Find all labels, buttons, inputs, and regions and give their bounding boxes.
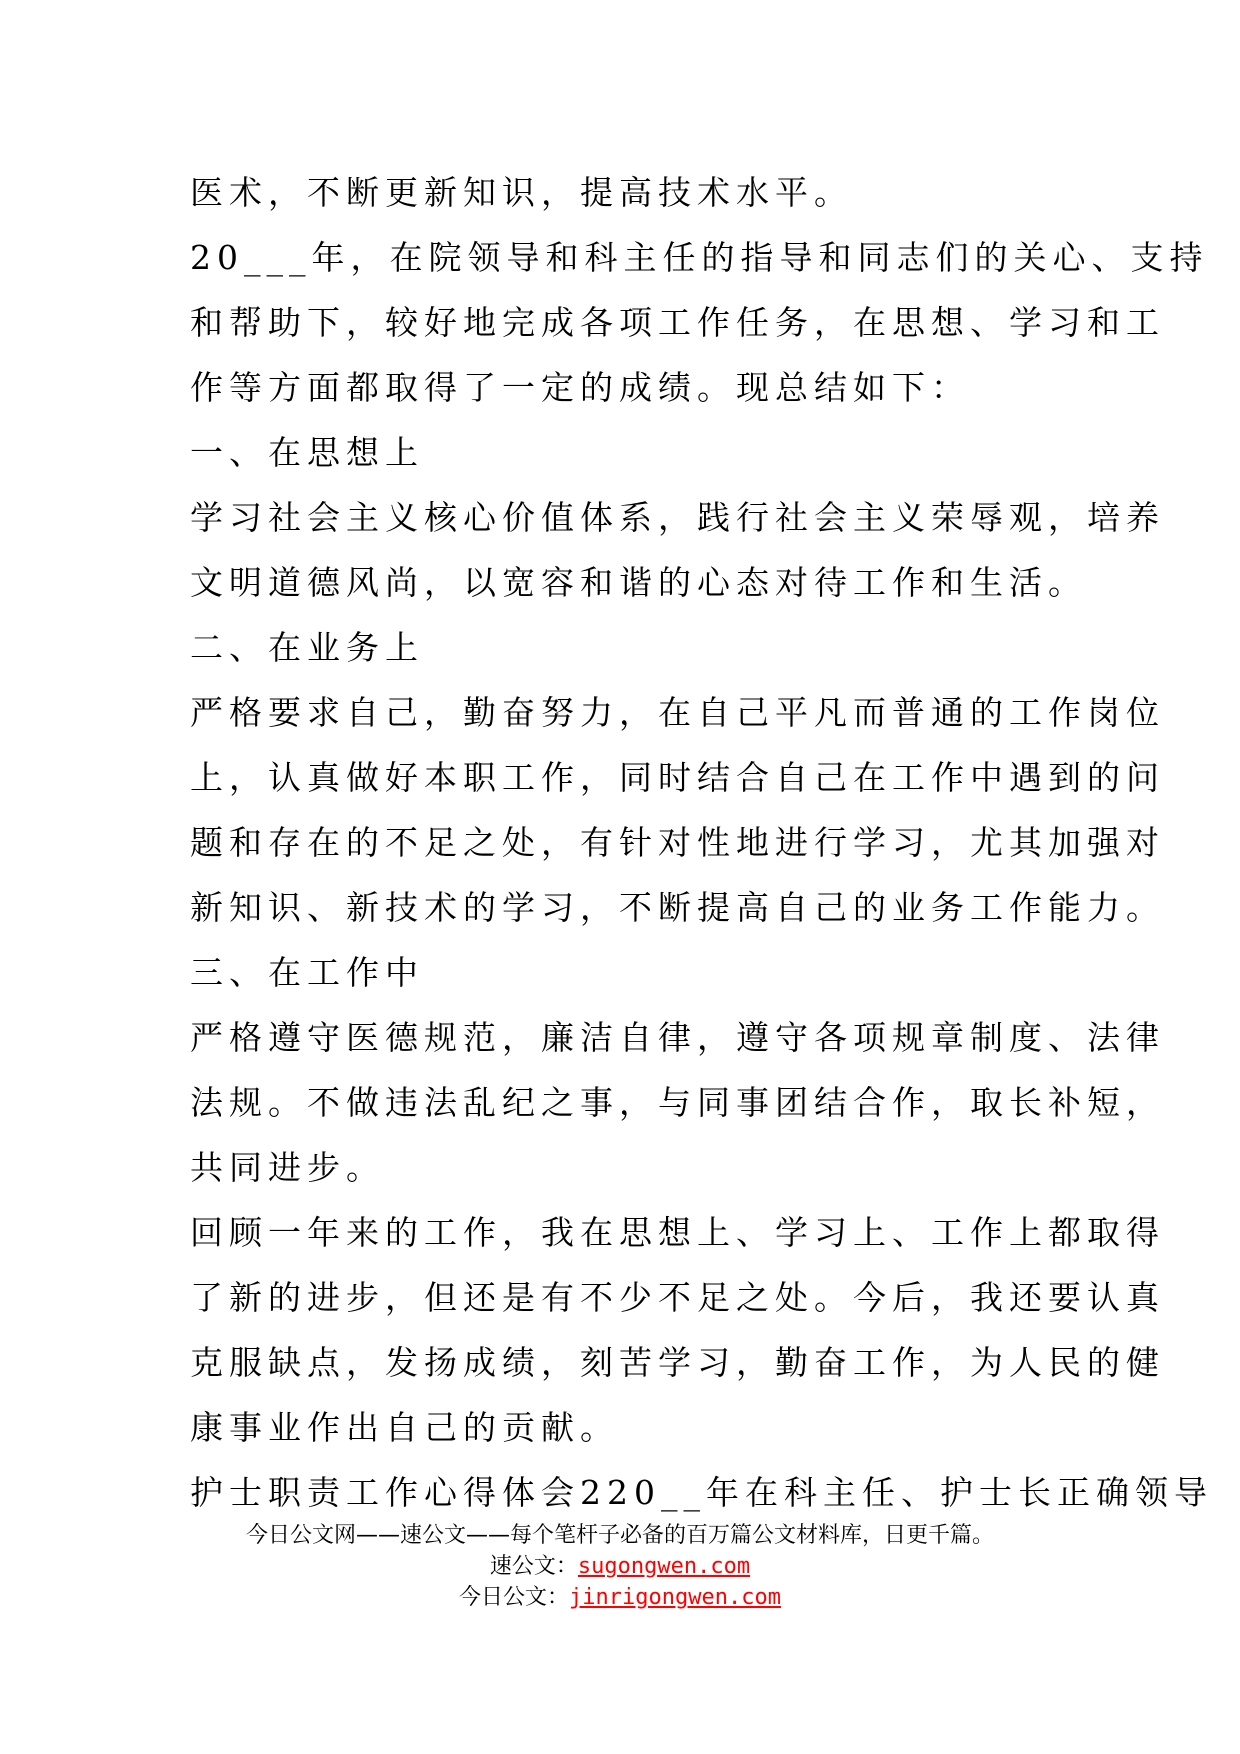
text-line: 新知识、新技术的学习，不断提高自己的业务工作能力。	[190, 888, 1165, 927]
text-line: 文明道德风尚，以宽容和谐的心态对待工作和生活。	[190, 563, 1087, 602]
footer-site2-label: 今日公文：	[459, 1585, 570, 1610]
text-line: 共同进步。	[190, 1148, 385, 1187]
section-heading-business: 二、在业务上	[190, 628, 424, 667]
footer-site1	[0, 1551, 1240, 1582]
text-line: 回顾一年来的工作，我在思想上、学习上、工作上都取得	[190, 1213, 1165, 1252]
sugongwen-link[interactable]: sugongwen.com	[577, 1554, 751, 1579]
text-line: 题和存在的不足之处，有针对性地进行学习，尤其加强对	[190, 823, 1165, 862]
section-heading-work: 三、在工作中	[190, 953, 424, 992]
document-body	[190, 160, 1213, 1525]
text-line: 严格要求自己，勤奋努力，在自己平凡而普通的工作岗位	[190, 693, 1165, 732]
text-line: 20___年，在院领导和科主任的指导和同志们的关心、支持	[190, 238, 1209, 277]
text-line: 医术，不断更新知识，提高技术水平。	[190, 173, 853, 212]
text-line: 克服缺点，发扬成绩，刻苦学习，勤奋工作，为人民的健	[190, 1343, 1165, 1382]
text-line: 学习社会主义核心价值体系，践行社会主义荣辱观，培养	[190, 498, 1165, 537]
text-line: 法规。不做违法乱纪之事，与同事团结合作，取长补短，	[190, 1083, 1165, 1122]
jinrigongwen-link[interactable]: jinrigongwen.com	[569, 1585, 781, 1610]
footer-site1-label: 速公文：	[489, 1554, 578, 1579]
section-heading-thought: 一、在思想上	[190, 433, 424, 472]
text-line: 作等方面都取得了一定的成绩。现总结如下：	[190, 368, 970, 407]
text-line: 严格遵守医德规范，廉洁自律，遵守各项规章制度、法律	[190, 1018, 1165, 1057]
text-line: 上，认真做好本职工作，同时结合自己在工作中遇到的问	[190, 758, 1165, 797]
text-line: 护士职责工作心得体会220__年在科主任、护士长正确领导	[190, 1473, 1213, 1512]
footer-site2	[0, 1582, 1240, 1613]
footer-tagline: 今日公文网——速公文——每个笔杆子必备的百万篇公文材料库，日更千篇。	[245, 1523, 994, 1548]
page-footer	[0, 1520, 1240, 1613]
text-line: 康事业作出自己的贡献。	[190, 1408, 619, 1447]
text-line: 和帮助下，较好地完成各项工作任务，在思想、学习和工	[190, 303, 1165, 342]
text-line: 了新的进步，但还是有不少不足之处。今后，我还要认真	[190, 1278, 1165, 1317]
